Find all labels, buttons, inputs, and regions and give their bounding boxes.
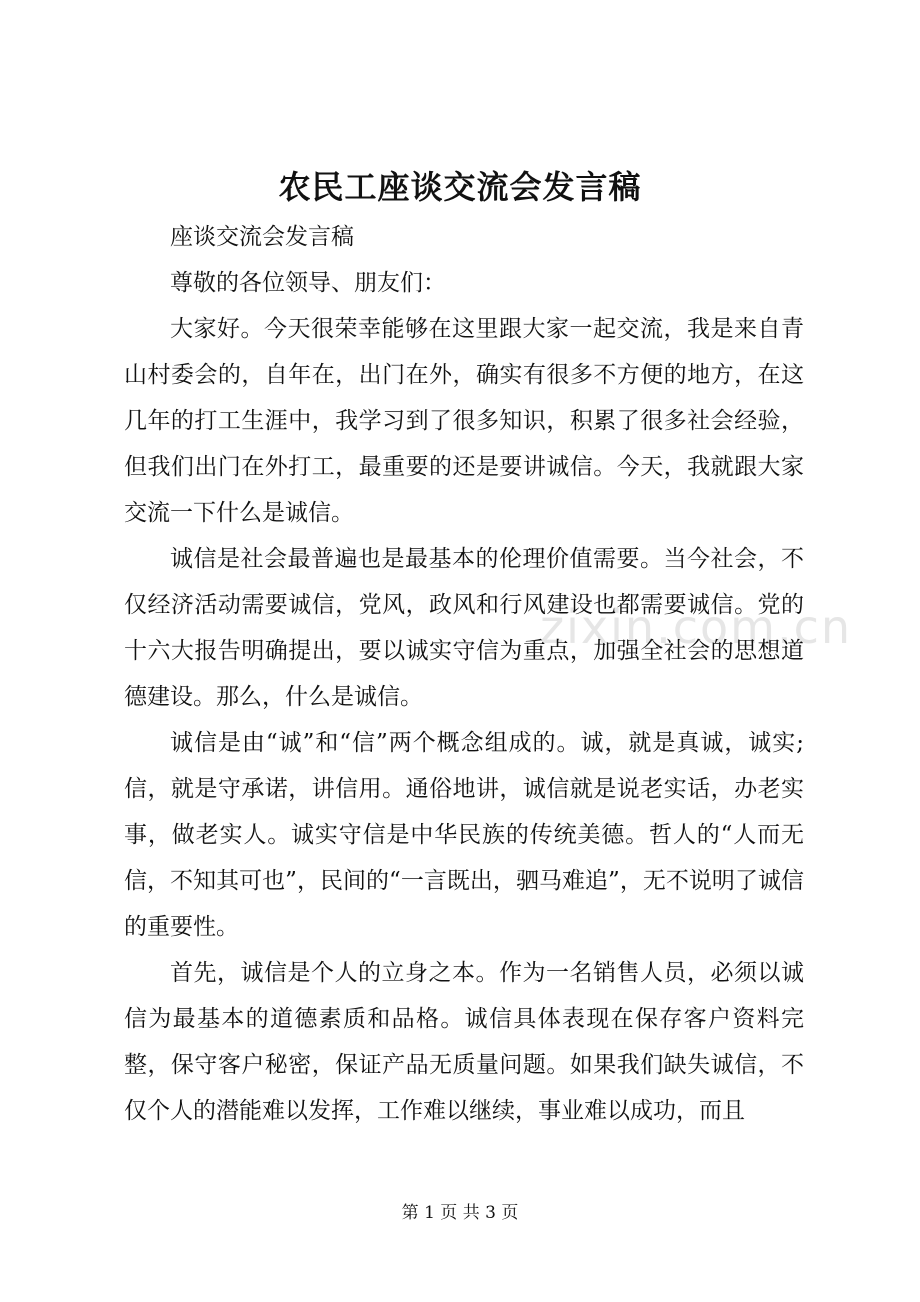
document-body — [124, 214, 804, 1134]
page-footer: 第 1 页 共 3 页 — [401, 1203, 519, 1223]
document-title: 农民工座谈交流会发言稿 — [278, 168, 642, 206]
paragraph-integrity-definition: 诚信是由“诚”和“信”两个概念组成的。诚，就是真诚，诚实;信，就是守承诺，讲信用。通俗地讲，诚信就是说老实话，办老实事，做老实人。诚实守信是中华民族的传统美德。哲人的“人而无信，不知其可也”，民间的“一言既出，驷马难追”，无不说明了诚信的重要性。 — [124, 730, 804, 940]
paragraph-integrity-need: 诚信是社会最普遍也是最基本的伦理价值需要。当今社会，不仅经济活动需要诚信，党风，政风和行风建设也都需要诚信。党的十六大报告明确提出，要以诚实守信为重点，加强全社会的思想道德建设。那么，什么是诚信。 — [124, 546, 804, 710]
paragraph-subtitle: 座谈交流会发言稿 — [170, 224, 354, 250]
paragraph-integrity-personal: 首先，诚信是个人的立身之本。作为一名销售人员，必须以诚信为最基本的道德素质和品格。诚信具体表现在保存客户资料完整，保守客户秘密，保证产品无质量问题。如果我们缺失诚信，不仅个人的潜能难以发挥，工作难以继续，事业难以成功，而且 — [124, 960, 804, 1124]
watermark: zixin.com.cn — [540, 600, 853, 654]
paragraph-salutation: 尊敬的各位领导、朋友们： — [170, 270, 446, 296]
paragraph-greeting: 大家好。今天很荣幸能够在这里跟大家一起交流，我是来自青山村委会的，自年在，出门在外，确实有很多不方便的地方，在这几年的打工生涯中，我学习到了很多知识，积累了很多社会经验，但我们出门在外打工，最重要的还是要讲诚信。今天，我就跟大家交流一下什么是诚信。 — [124, 316, 804, 526]
